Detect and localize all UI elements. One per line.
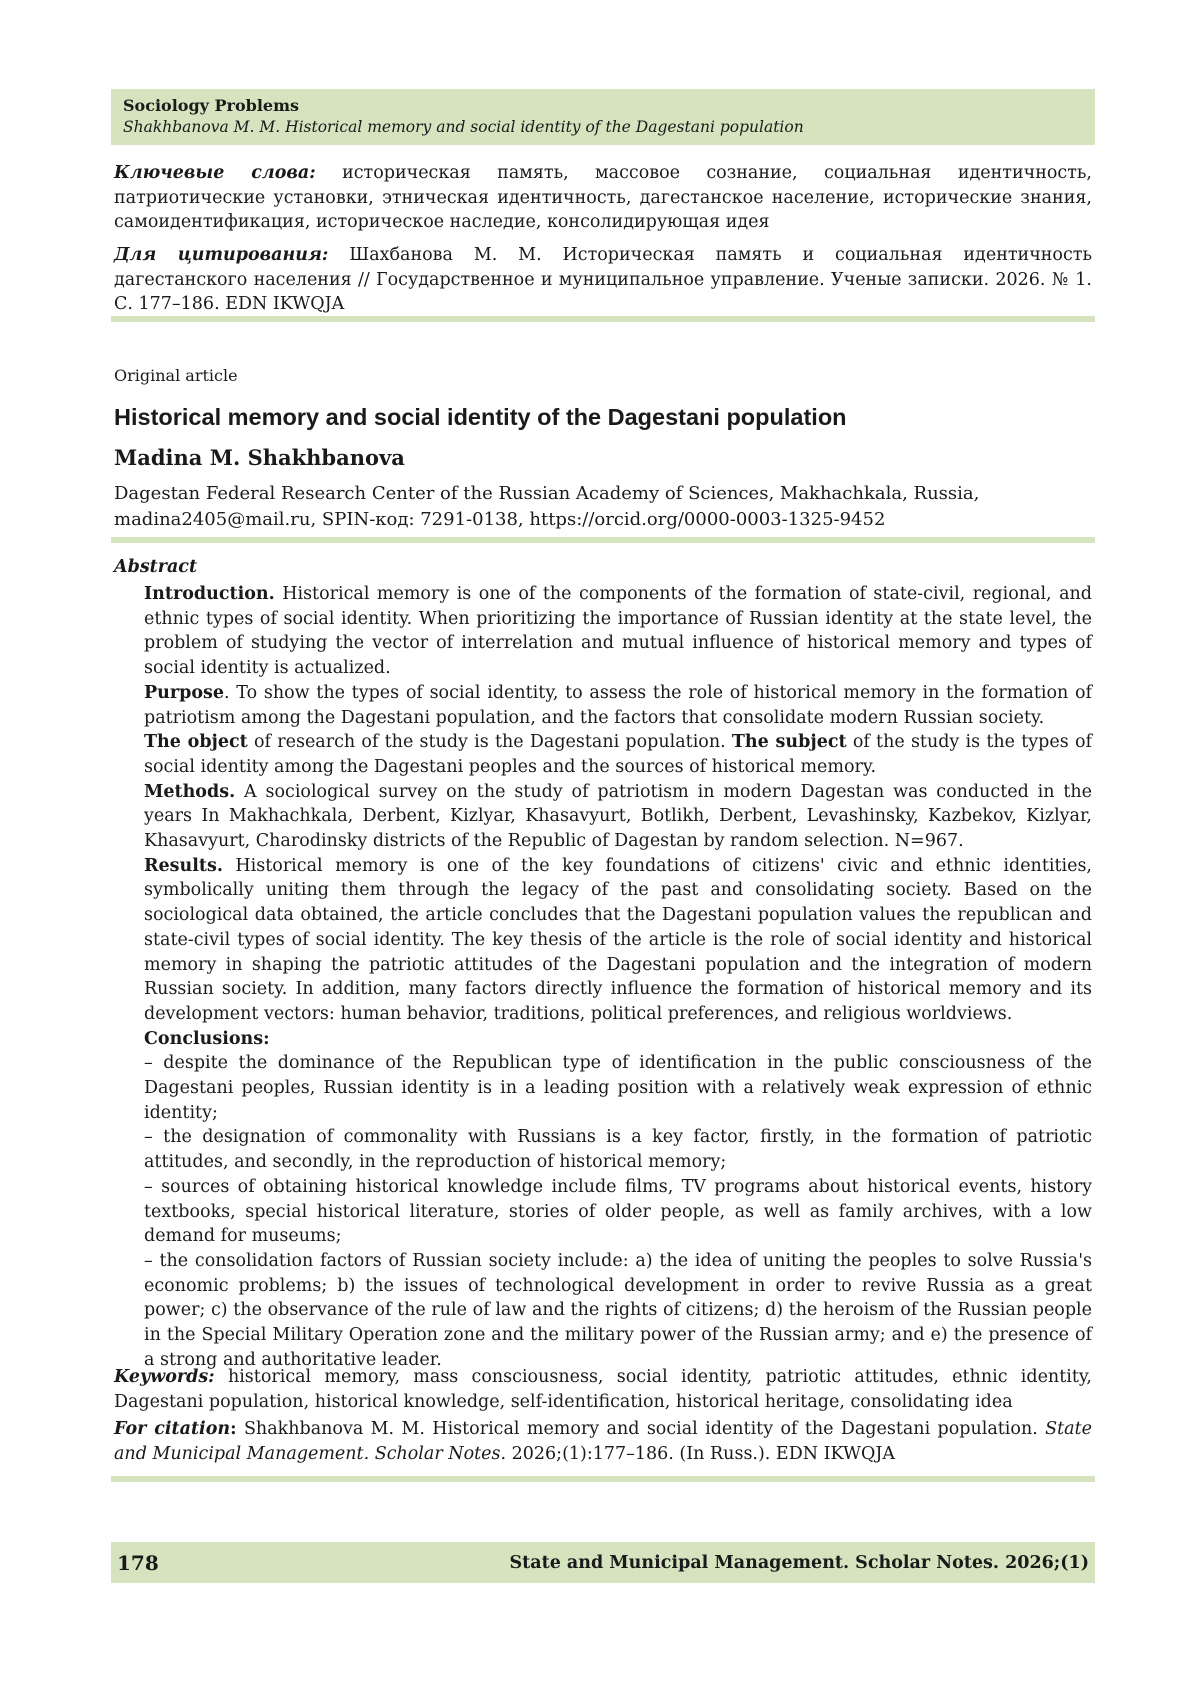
purpose-label: Purpose	[144, 682, 224, 703]
conclusion-item: – the consolidation factors of Russian society include: a) the idea of uniting the peoples to solve Russia's economic problems; b) the issues of technological development in order to revive Russia as a great power; c) the observance of the rule of law and the rights of citizens; d) the heroism of the Russian people in the Special Military Operation zone and the military power of the Russian army; and e) the presence of a strong and authoritative leader.	[144, 1250, 1092, 1370]
subject-label: The subject	[731, 732, 847, 753]
ru-keywords	[114, 161, 1092, 235]
results-label: Results.	[144, 855, 223, 876]
citation-colon: :	[230, 1419, 237, 1439]
divider	[111, 1476, 1095, 1482]
object-label: The object	[144, 732, 248, 753]
ru-citation-text: Шахбанова М. М. Историческая память и социальная идентичность дагестанского населения // Государственное и муниципальное управление. Ученые записки. 2026. № 1. С. 177–186. EDN IKWQJA	[114, 245, 1092, 314]
affiliation-contacts: madina2405@mail.ru, SPIN-код: 7291-0138, https://orcid.org/0000-0003-1325-9452	[114, 508, 886, 530]
en-keywords	[114, 1365, 1092, 1414]
conclusion-item: – sources of obtaining historical knowledge include films, TV programs about historical events, history textbooks, special historical literature, stories of older people, as well as family archives, with a low demand for museums;	[144, 1176, 1092, 1247]
introduction-text: Historical memory is one of the components of the formation of state-civil, regional, and ethnic types of social identity. When prioritizing the importance of Russian identity at the state level, the problem of studying the vector of interrelation and mutual influence of historical memory and types of social identity is actualized.	[144, 584, 1092, 679]
journal-footer: State and Municipal Management. Scholar Notes. 2026;(1)	[509, 1553, 1089, 1573]
purpose-text: . To show the types of social identity, to assess the role of historical memory in the formation of patriotism among the Dagestani population, and the factors that consolidate modern Russian society.	[144, 682, 1092, 728]
en-keywords-text: historical memory, mass consciousness, social identity, patriotic attitudes, ethnic identity, Dagestani population, historical knowledge, self-identification, historical heritage, consolidating idea	[114, 1367, 1092, 1412]
abstract-heading: Abstract	[114, 557, 198, 577]
article-title: Historical memory and social identity of the Dagestani population	[114, 404, 847, 430]
ru-citation-label: Для цитирования:	[114, 245, 329, 265]
abstract-purpose	[144, 681, 1092, 730]
journal-section: Sociology Problems	[123, 96, 300, 115]
running-title: Shakhbanova M. M. Historical memory and social identity of the Dagestani population	[123, 118, 804, 136]
conclusions-label: Conclusions:	[144, 1028, 270, 1049]
conclusion-item: – despite the dominance of the Republican type of identification in the public consciousness of the Dagestani peoples, Russian identity is in a leading position with a relatively weak expression of ethnic identity;	[144, 1053, 1092, 1123]
introduction-label: Introduction.	[144, 584, 275, 604]
divider	[111, 537, 1095, 543]
abstract-body	[144, 582, 1092, 1373]
en-citation-text: Shakhbanova M. M. Historical memory and social identity of the Dagestani population.	[243, 1419, 1038, 1439]
ru-citation	[114, 243, 1092, 317]
abstract-introduction	[144, 582, 1092, 681]
article-type: Original article	[114, 366, 238, 385]
en-keywords-label: Keywords:	[114, 1367, 215, 1387]
abstract-object-subject	[144, 730, 1092, 779]
author-name: Madina M. Shakhbanova	[114, 445, 405, 470]
conclusion-item: – the designation of commonality with Russians is a key factor, firstly, in the formation of patriotic attitudes, and secondly, in the reproduction of historical memory;	[144, 1127, 1092, 1173]
en-citation-label: For citation	[114, 1419, 231, 1439]
header-band	[111, 89, 1095, 145]
abstract-conclusions-heading	[144, 1027, 1092, 1052]
en-citation	[114, 1417, 1092, 1466]
divider	[111, 316, 1095, 322]
abstract-methods	[144, 780, 1092, 854]
methods-label: Methods.	[144, 781, 236, 802]
author-affiliation	[114, 481, 1094, 532]
ru-keywords-label: Ключевые слова:	[114, 163, 316, 183]
footer-band	[111, 1542, 1095, 1583]
page-number: 178	[117, 1551, 159, 1575]
results-text: Historical memory is one of the key foundations of citizens' civic and ethnic identities, symbolically uniting them through the legacy of the past and consolidating society. Based on the sociological data obtained, the article concludes that the Dagestani population values the republican and state-civil types of social identity. The key thesis of the article is the role of social identity and historical memory in shaping the patriotic attitudes of the Dagestani population and the integration of modern Russian society. In addition, many factors directly influence the formation of historical memory and its development vectors: human behavior, traditions, political preferences, and religious worldviews.	[144, 855, 1092, 1024]
abstract-results	[144, 854, 1092, 1027]
en-citation-tail: 2026;(1):177–186. (In Russ.). EDN IKWQJA	[511, 1443, 895, 1464]
methods-text: A sociological survey on the study of patriotism in modern Dagestan was conducted in the years In Makhachkala, Derbent, Kizlyar, Khasavyurt, Botlikh, Derbent, Levashinsky, Kazbekov, Kizlyar, Khasavyurt, Charodinsky districts of the Republic of Dagestan by random selection. N=967.	[144, 781, 1092, 852]
ru-keywords-text: историческая память, массовое сознание, социальная идентичность, патриотические установки, этническая идентичность, дагестанское население, исторические знания, самоидентификация, историческое наследие, консолидирующая идея	[114, 163, 1092, 232]
subject-text: of the study is the types of social identity among the Dagestani peoples and the sources of historical memory.	[144, 732, 1092, 777]
en-citation-journal: State and Municipal Management. Scholar Notes.	[114, 1419, 1092, 1464]
affiliation-institution: Dagestan Federal Research Center of the Russian Academy of Sciences, Makhachkala, Russia,	[114, 483, 980, 504]
object-text: of research of the study is the Dagestani population.	[254, 732, 726, 753]
